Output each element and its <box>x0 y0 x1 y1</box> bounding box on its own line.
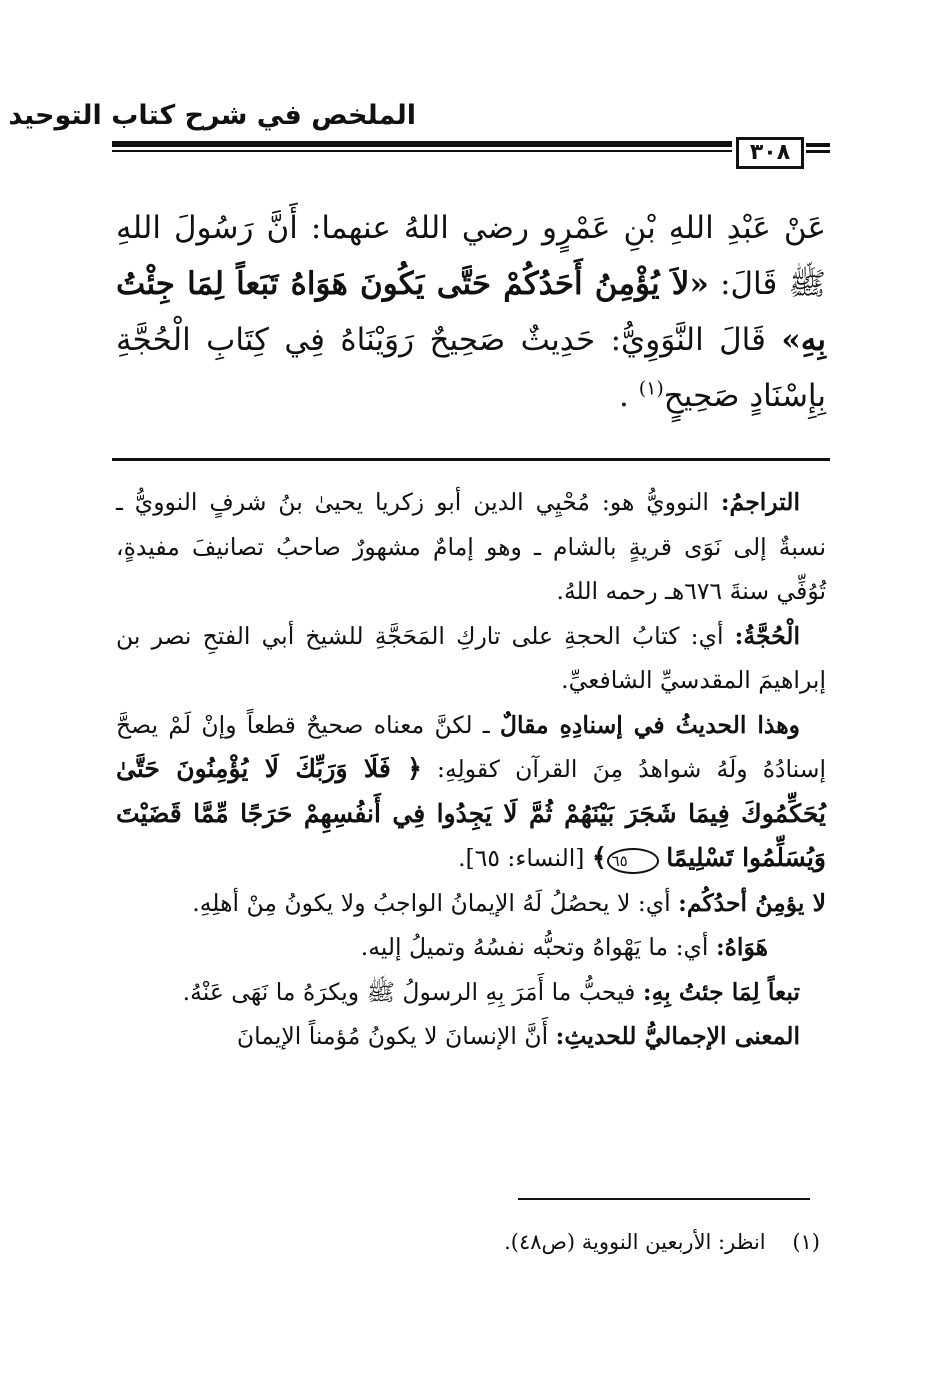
section-divider <box>112 458 830 461</box>
paragraph-text: أي: كتابُ الحجةِ على تاركِ المَحَجَّةِ للشيخ أبي الفتحِ نصر بن إبراهيمَ المقدسيِّ الشافعيِّ. <box>116 621 826 694</box>
term-heading: وهذا الحديثُ في إسنادِهِ مقالٌ <box>499 710 800 739</box>
paragraph-general-meaning <box>116 1014 826 1059</box>
footnote-text: انظر: الأربعين النووية (ص٤٨). <box>504 1230 766 1254</box>
running-title: الملخص في شرح كتاب التوحيد <box>8 100 416 131</box>
paragraph-biography <box>116 480 826 614</box>
term-heading: التراجمُ: <box>720 488 800 516</box>
footnote-number: (١) <box>792 1230 820 1254</box>
ayah-number-mark: ٦٥ <box>607 848 659 874</box>
hadith-text <box>116 200 826 424</box>
paragraph-text: النوويُّ هو: مُحْيِي الدين أبو زكريا يحيىٰ بنُ شرفٍ النوويُّ ـ نسبةٌ إلى نَوَى قريةٍ بالشام ـ وهو إمامٌ مشهورٌ صاحبُ تصانيفَ مفيدةٍ، تُوُفِّي سنةَ ٦٧٦هـ رحمه اللهُ. <box>116 488 826 605</box>
paragraph-hawahu <box>116 925 826 970</box>
paragraph-hujjah <box>116 614 826 703</box>
hadith-quote: «لاَ يُؤْمِنُ أَحَدُكُمْ حَتَّى يَكُونَ هَوَاهُ تَبَعاً لِمَا جِئْتُ بِهِ» <box>116 266 826 358</box>
paragraph-la-yuminu <box>116 881 826 926</box>
commentary <box>116 480 826 1059</box>
footnote-divider <box>518 1198 810 1200</box>
term-heading: الْحُجَّةُ: <box>734 621 800 650</box>
term-heading: المعنى الإجماليُّ للحديثِ: <box>555 1022 800 1050</box>
paragraph-text: أي: لا يحصُلُ لَهُ الإيمانُ الواجبُ ولا يكونُ مِنْ أهلِهِ. <box>192 888 671 917</box>
hadith-grading: قَالَ النَّوَوِيُّ: حَدِيثٌ صَحِيحٌ رَوَيْنَاهُ فِي كِتَابِ الْحُجَّةِ بِإِسْنَادٍ صَحِيحٍ <box>116 322 826 414</box>
hadith-intro: عَنْ عَبْدِ اللهِ بْنِ عَمْرٍو رضي اللهُ عنهما: أَنَّ رَسُولَ اللهِ ﷺ قَالَ: <box>116 210 826 302</box>
page-number-dash <box>806 150 830 153</box>
term-heading: تبعاً لِمَا جئتُ بِهِ: <box>642 977 800 1006</box>
hadith-end: . <box>619 378 629 414</box>
header-rule-thick <box>112 141 732 147</box>
quran-verse-close: ﴾ <box>591 843 607 872</box>
page-number-dash <box>806 143 830 147</box>
paragraph-text: فيحبُّ ما أَمَرَ بِهِ الرسولُ ﷺ ويكرَهُ ما نَهَى عَنْهُ. <box>182 977 636 1006</box>
term-heading: هَوَاهُ: <box>715 933 768 961</box>
paragraph-isnad <box>116 703 826 881</box>
header-rule-thin <box>112 150 732 152</box>
verse-reference: [النساء: ٦٥]. <box>458 844 585 872</box>
footnote-reference[interactable]: (١) <box>638 377 664 400</box>
paragraph-text: أَنَّ الإنسانَ لا يكونُ مُؤمناً الإيمانَ <box>236 1022 549 1050</box>
quran-verse: ﴿ فَلَا وَرَبِّكَ لَا يُؤْمِنُونَ حَتَّىٰ يُحَكِّمُوكَ فِيمَا شَجَرَ بَيْنَهُمْ ثُمَّ لَا يَجِدُوا فِي أَنفُسِهِمْ حَرَجًا مِّمَّا قَضَيْتَ وَيُسَلِّمُوا تَسْلِيمًا <box>116 754 826 872</box>
footnote <box>504 1230 820 1254</box>
paragraph-text: ـ لكنَّ معناه صحيحٌ قطعاً وإنْ لَمْ يصحَّ إسنادُهُ ولَهُ شواهدُ مِنَ القرآن كقولِهِ: <box>116 710 826 783</box>
paragraph-text: أي: ما يَهْواهُ وتحبُّه نفسُهُ وتميلُ إليه. <box>360 933 709 961</box>
paragraph-tabaan <box>116 970 826 1015</box>
page-number: ٣٠٨ <box>736 137 804 169</box>
term-heading: لا يؤمِنُ أحدُكُم: <box>678 888 826 917</box>
